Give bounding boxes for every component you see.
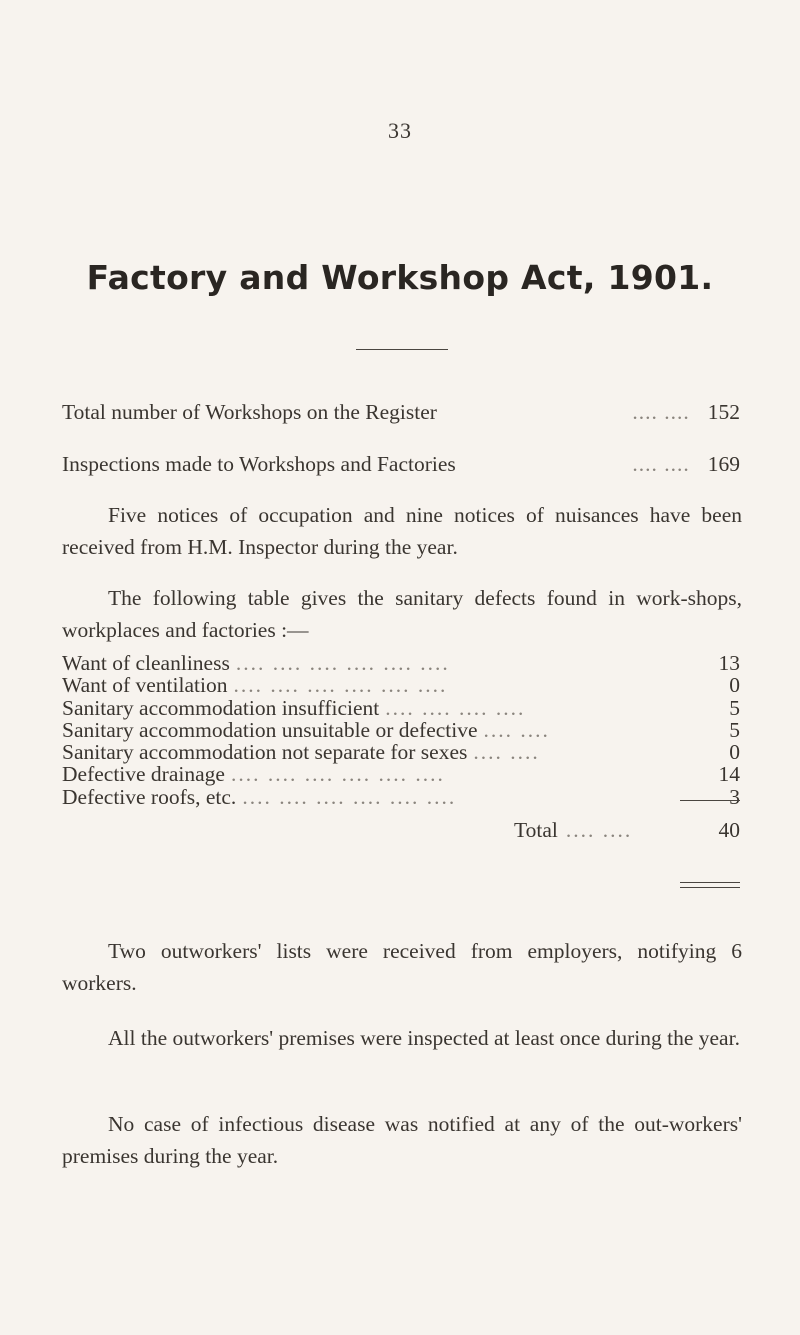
table-row [62,697,740,719]
table-row [62,763,740,785]
defect-count: 0 [729,740,740,765]
total-double-rule [680,882,740,888]
stat-value: 152 [707,400,740,424]
stat-row-workshops [62,396,740,428]
paragraph-infectious: No case of infectious disease was notified at any of the out-workers' premises during the year. [62,1112,742,1168]
table-row [62,674,740,696]
page-title: Factory and Workshop Act, 1901. [86,258,714,297]
leader-dots: .... .... .... .... .... .... [242,785,457,809]
table-row [62,652,740,674]
leader-dots: .... .... [473,741,540,764]
leader-dots: .... .... [632,400,690,424]
table-row [62,741,740,763]
leader-dots: .... .... .... .... [385,696,526,719]
defect-label: Defective drainage [62,762,225,787]
paragraph-outworkers-lists: Two outworkers' lists were received from employers, notifying 6 workers. [62,939,742,995]
paragraph-outworkers-inspected: All the outworkers' premises were inspected at least once during the year. [108,1026,740,1050]
stat-label: Inspections made to Workshops and Factories [62,452,456,476]
table-row [62,786,740,808]
defect-label: Sanitary accommodation unsuitable or defective [62,717,478,742]
leader-dots: .... .... .... .... .... .... [235,652,450,675]
stat-label: Total number of Workshops on the Register [62,400,437,424]
leader-dots: .... .... [565,818,633,842]
defect-count: 3 [729,784,740,809]
defect-count: 5 [729,717,740,742]
total-row [500,818,740,848]
defect-label: Defective roofs, etc. [62,784,237,809]
defect-count: 13 [718,651,740,675]
defect-label: Sanitary accommodation insufficient [62,695,380,720]
total-value: 40 [718,818,740,842]
defects-table [62,652,740,808]
leader-dots: .... .... [632,452,690,476]
leader-dots: .... .... .... .... .... .... [233,674,448,697]
defect-count: 5 [729,695,740,720]
total-label: Total [514,818,558,842]
defect-label: Want of ventilation [62,673,228,698]
defect-count: 0 [729,673,740,698]
leader-dots: .... .... .... .... .... .... [230,763,445,786]
stat-row-inspections [62,448,740,480]
leader-dots: .... .... [483,718,550,742]
total-rule [680,800,740,801]
defect-count: 14 [718,762,740,787]
paragraph-notices: Five notices of occupation and nine notices of nuisances have been received from H.M. Inspector during the year. [62,503,742,559]
table-row [62,719,740,741]
page-number: 33 [388,118,412,143]
title-divider [356,349,448,350]
defect-label: Want of cleanliness [62,651,230,675]
paragraph-table-intro: The following table gives the sanitary defects found in work-shops, workplaces and factories :— [62,586,742,642]
stat-value: 169 [707,452,740,476]
defect-label: Sanitary accommodation not separate for sexes [62,740,468,765]
